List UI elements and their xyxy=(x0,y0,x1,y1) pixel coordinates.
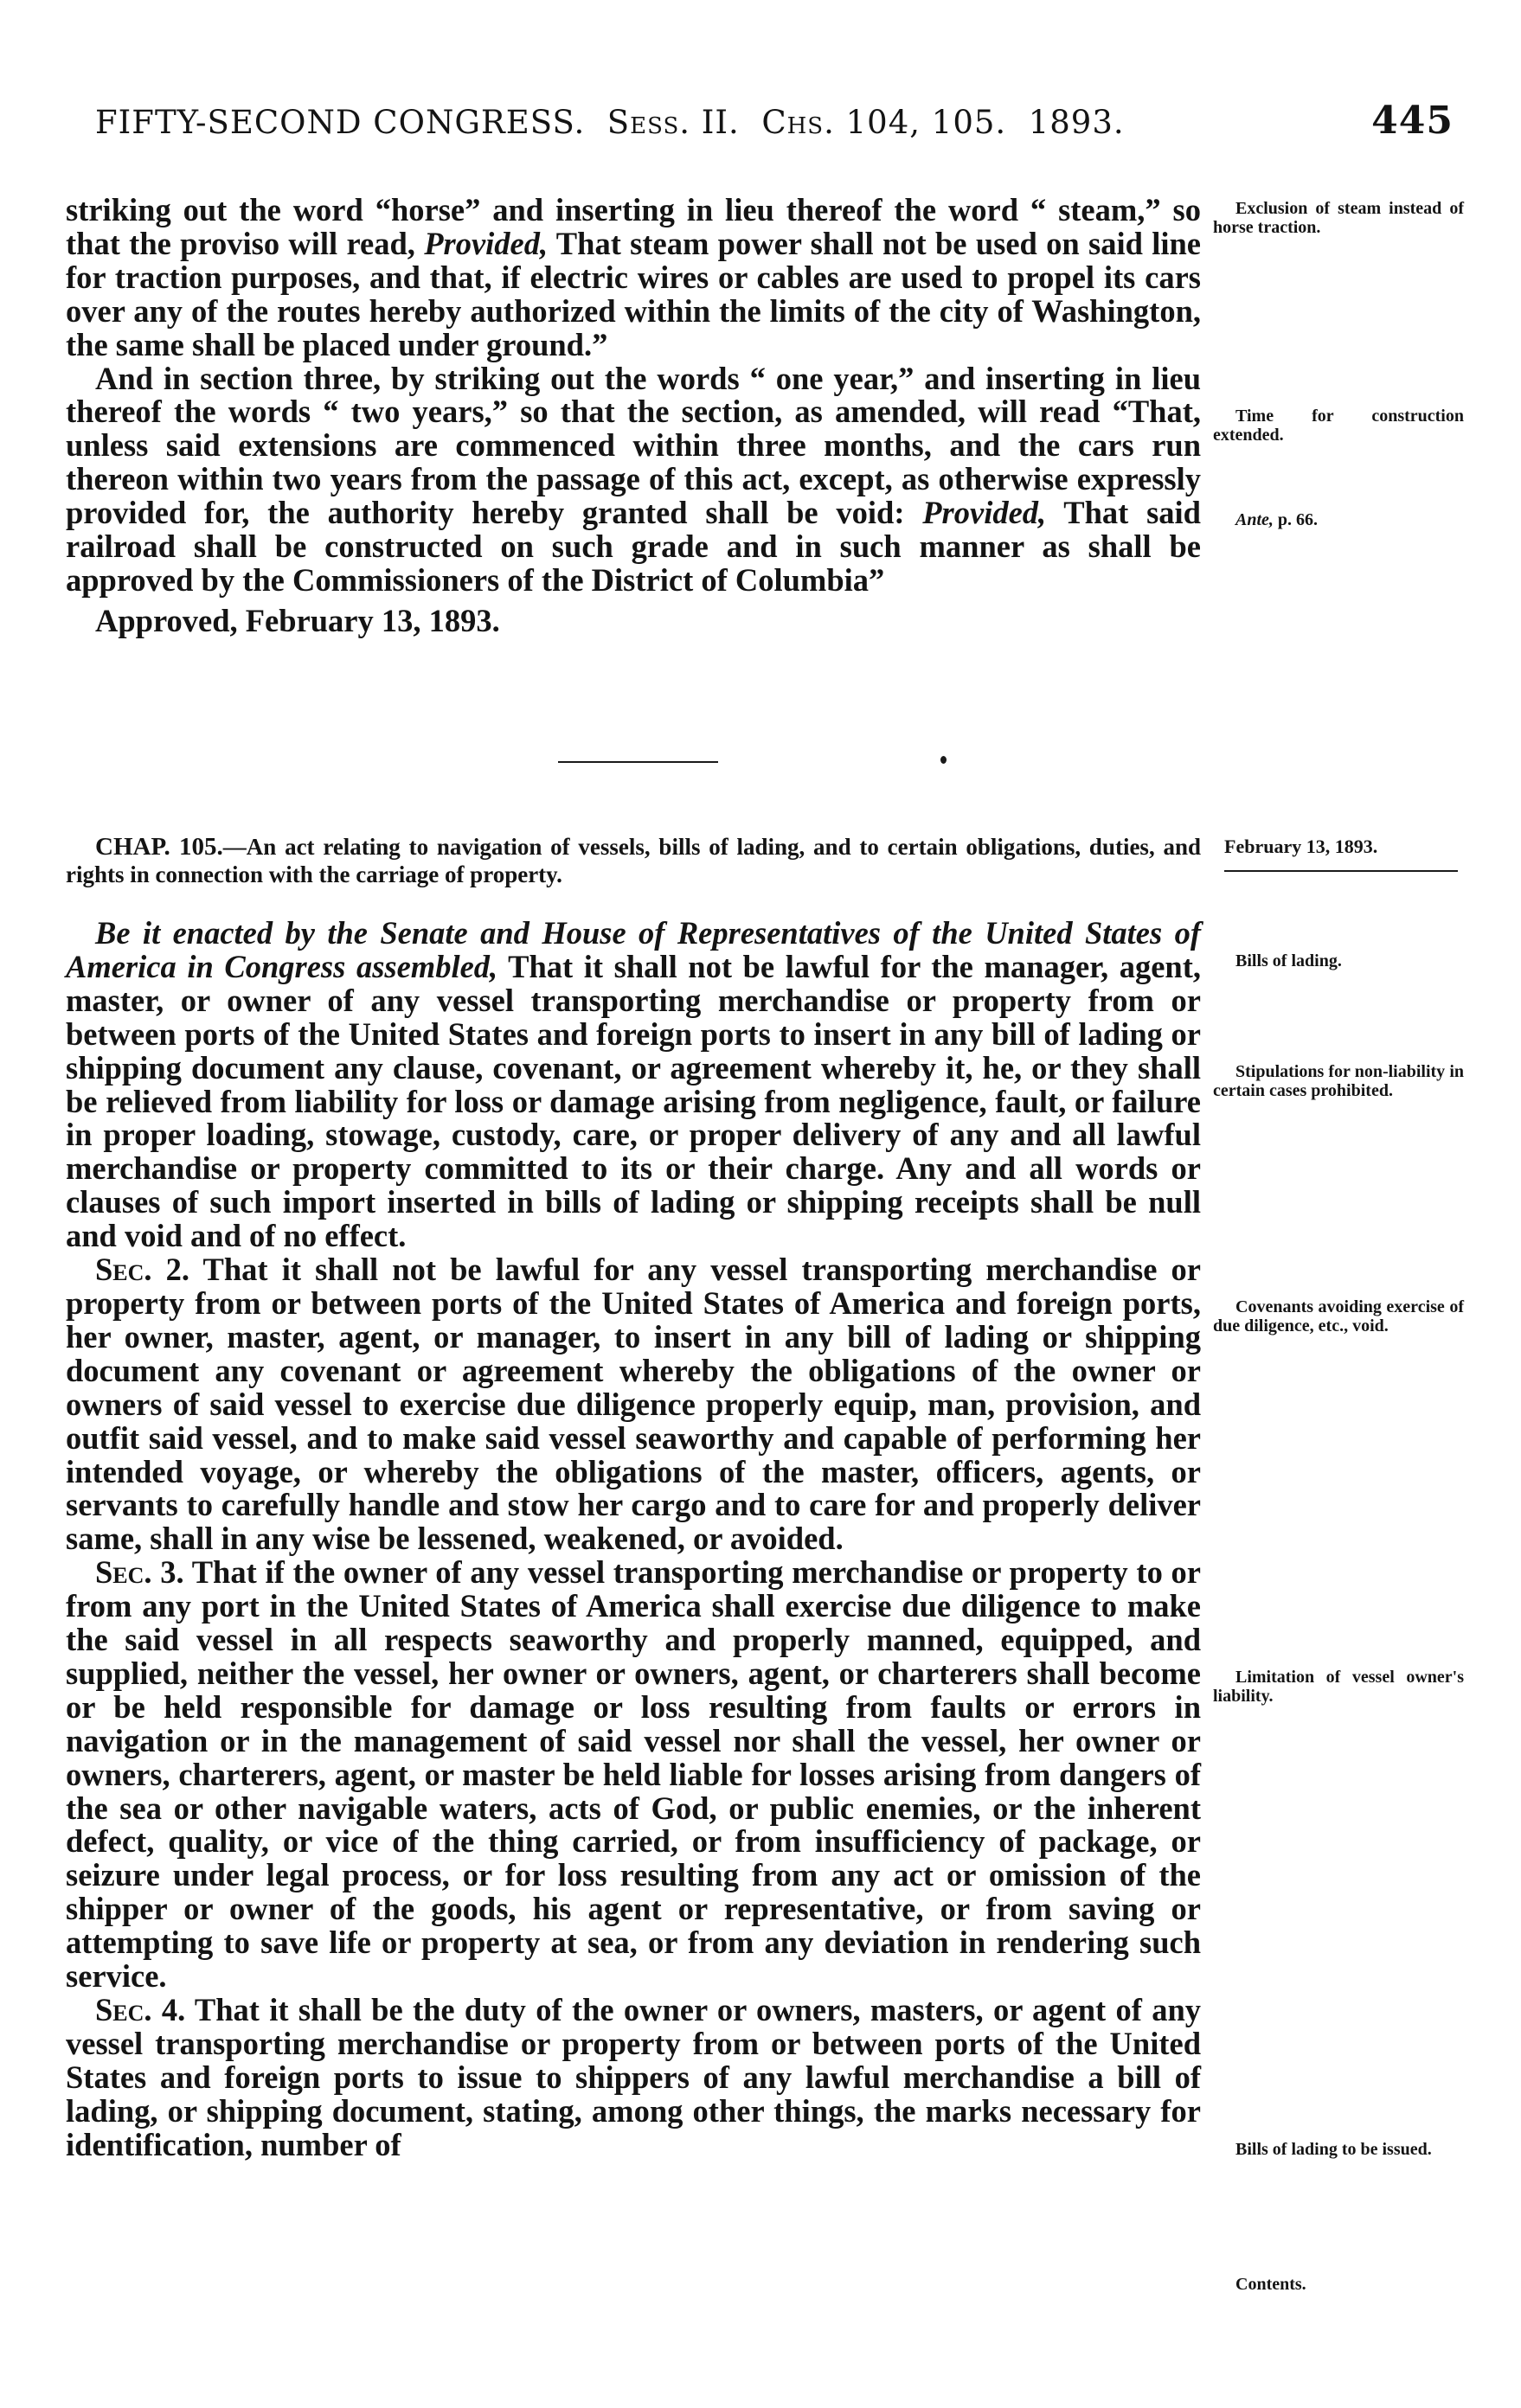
margin-note-limitation: Limitation of vessel owner's liability. xyxy=(1213,1668,1464,1706)
ante-page: p. 66. xyxy=(1273,510,1319,529)
section-4-label: Sec. 4. xyxy=(95,1992,186,2027)
chapter-105-title: —An act relating to navigation of vessels, bills of lading, and to certain obligations, duties, and rights in connection with the carriage of property. xyxy=(66,834,1201,887)
section-1 xyxy=(66,917,1201,1253)
divider-dot xyxy=(940,756,947,764)
approved-line: Approved, February 13, 1893. xyxy=(95,602,500,638)
chapter-105-label: CHAP. 105. xyxy=(95,833,223,861)
running-header xyxy=(95,99,1454,156)
para2-end: That said railroad shall be constructed on such grade and in such manner as shall be approved by the Commissioners of the District of Columbia” xyxy=(66,495,1201,598)
header-congress xyxy=(95,104,1125,141)
chapter-105-text xyxy=(66,917,1201,2162)
margin-note-covenants: Covenants avoiding exercise of due diligence, etc., void. xyxy=(1213,1297,1464,1335)
header-session: Sess. II. xyxy=(606,104,740,141)
section-4 xyxy=(66,1994,1201,2162)
section-2-text: That it shall not be lawful for any vessel transporting merchandise or property from or between ports of the United States of America and foreign ports, her owner, master, agent, or manager, to insert in any bill of lading or shipping document any covenant or agreement whereby the obligations of the owner or owners of said vessel to exercise due diligence properly equip, man, provision, and outfit said vessel, and to make said vessel seaworthy and capable of performing her intended voyage, or whereby the obligations of the master, officers, agents, or servants to carefully handle and stow her cargo and to care for and properly deliver same, shall in any wise be lessened, weakened, or avoided. xyxy=(66,1252,1201,1557)
margin-note-contents: Contents. xyxy=(1235,2275,1306,2294)
section-1-text: That it shall not be lawful for the manager, agent, master, or owner of any vessel transporting merchandise or property from or between ports of the United States and foreign ports to insert in any bill of lading or shipping document any clause, covenant, or agreement whereby it, he, or they shall be relieved from liability for loss or damage arising from negligence, fault, or failure in proper loading, stowage, custody, care, or proper delivery of any and all lawful merchandise or property committed to its or their charge. Any and all words or clauses of such import inserted in bills of lading or shipping receipts shall be null and void and of no effect. xyxy=(66,948,1201,1254)
header-chapters: Chs. 104, 105. xyxy=(761,104,1007,141)
margin-note-stipulations: Stipulations for non-liability in certain cases prohibited. xyxy=(1213,1062,1464,1100)
page-number: 445 xyxy=(1371,99,1454,143)
ante-italic: Ante, xyxy=(1235,510,1274,529)
section-2 xyxy=(66,1253,1201,1556)
chapter-105-date: February 13, 1893. xyxy=(1224,836,1378,857)
enacting-clause: Be it enacted by the Senate and House of Representatives of the United States of America in Congress assembled, xyxy=(66,915,1201,984)
chapter-104-para2 xyxy=(66,362,1201,598)
margin-note-exclusion: Exclusion of steam instead of horse traction. xyxy=(1213,199,1464,237)
margin-note-issued: Bills of lading to be issued. xyxy=(1235,2140,1432,2159)
section-3-text: That if the owner of any vessel transporting merchandise or property to or from any port in the United States of America shall exercise due diligence to make the said vessel in all respects seaworthy and properly manned, equipped, and supplied, neither the vessel, her owner or owners, agent, or charterers shall become or be held responsible for damage or loss resulting from faults or errors in navigation or in the management of said vessel nor shall the vessel, her owner or owners, charterers, agent, or master be held liable for losses arising from dangers of the sea or other navigable waters, acts of God, or public enemies, or the inherent defect, quality, or vice of the thing carried, or from insufficiency of package, or seizure under legal process, or for loss resulting from any act or omission of the shipper or owner of the goods, his agent or representative, or from saving or attempting to save life or property at sea, or from any deviation in rendering such service. xyxy=(66,1554,1201,1995)
date-underline xyxy=(1224,870,1458,872)
header-year: 1893. xyxy=(1028,104,1125,141)
para1-italic: Provided, xyxy=(424,225,549,261)
chapter-104-text xyxy=(66,194,1201,638)
margin-note-ante xyxy=(1213,510,1464,529)
margin-note-time: Time for construction extended. xyxy=(1213,407,1464,445)
section-4-text: That it shall be the duty of the owner or owners, masters, or agent of any vessel transporting merchandise or property from or between ports of the United States and foreign ports to issue to shippers of any lawful merchandise a bill of lading, or shipping document, stating, among other things, the marks necessary for identification, number of xyxy=(66,1992,1202,2162)
margin-note-bills: Bills of lading. xyxy=(1235,951,1342,970)
para2-text: And in section three, by striking out the words “ one year,” and inserting in lieu thereof the words “ two years,” so that the section, as amended, will read “That, unless said extensions are commenced within three months, and the cars run thereon within two years from the passage of this act, except, as otherwise expressly provided for, the authority hereby granted shall be void: xyxy=(66,360,1201,531)
section-3-label: Sec. 3. xyxy=(95,1554,184,1591)
section-2-label: Sec. 2. xyxy=(95,1252,190,1288)
chapter-104-para1 xyxy=(66,194,1201,362)
header-congress-title: FIFTY-SECOND CONGRESS. xyxy=(95,104,586,141)
section-3 xyxy=(66,1556,1201,1994)
para1-text: striking out the word “horse” and inserting in lieu thereof the word “ steam,” so that the proviso will read, xyxy=(66,192,1201,261)
para2-italic: Provided, xyxy=(922,495,1047,531)
section-divider xyxy=(558,761,718,763)
chapter-105-heading xyxy=(66,833,1201,888)
para1-end: That steam power shall not be used on said line for traction purposes, and that, if electric wires or cables are used to propel its cars over any of the routes hereby authorized within the limits of the city of Washington, the same shall be placed under ground.” xyxy=(66,225,1201,362)
